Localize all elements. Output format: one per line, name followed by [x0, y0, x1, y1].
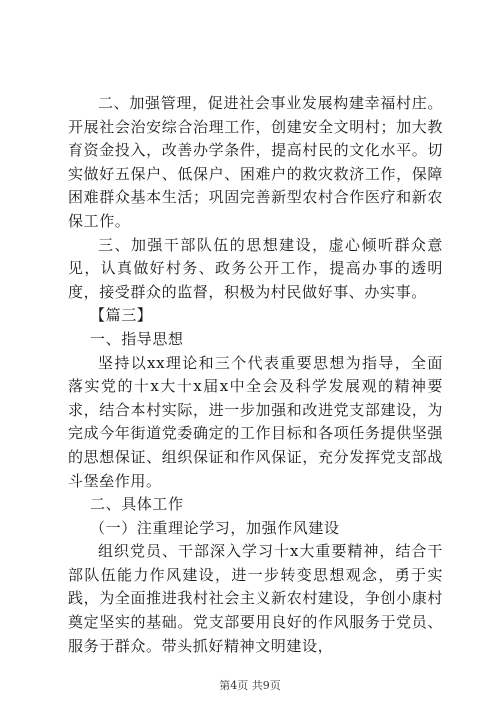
paragraph-theory-study: 组织党员、干部深入学习十x大重要精神，结合干部队伍能力作风建设，进一步转变思想观念，勇于实践，为全面推进我村社会主义新农村建设，争创小康村奠定坚实的基础。党支部要用良好的作风服务于党员、服务于群众。带头抓好精神文明建设，	[68, 542, 443, 655]
document-body	[68, 92, 443, 658]
paragraph-management: 二、加强管理，促进社会事业发展构建幸福村庄。开展社会治安综合治理工作，创建安全文明村；加大教育资金投入，改善办学条件，提高村民的文化水平。切实做好五保户、低保户、困难户的救灾救济工作，保障困难群众基本生活；巩固完善新型农村合作医疗和新农保工作。	[68, 94, 443, 230]
subheading-theory-study: （一）注重理论学习，加强作风建设	[90, 518, 340, 537]
page-footer: 第4页 共9页	[219, 679, 281, 692]
heading-specific-work: 二、具体工作	[90, 495, 184, 514]
paragraph-cadre-building: 三、加强干部队伍的思想建设，虚心倾听群众意见，认真做好村务、政务公开工作，提高办事的透明度，接受群众的监督，积极为村民做好事、办实事。	[68, 235, 443, 301]
section-title: 【篇三】	[90, 306, 153, 325]
heading-guiding-thought: 一、指导思想	[90, 329, 184, 348]
paragraph-guiding-thought: 坚持以xx理论和三个代表重要思想为指导，全面落实党的十x大十x届x中全会及科学发展观的精神要求，结合本村实际，进一步加强和改进党支部建设，为完成今年街道党委确定的工作目标和各项任务提供坚强的思想保证、组织保证和作风保证，充分发挥党支部战斗堡垒作用。	[68, 353, 443, 490]
